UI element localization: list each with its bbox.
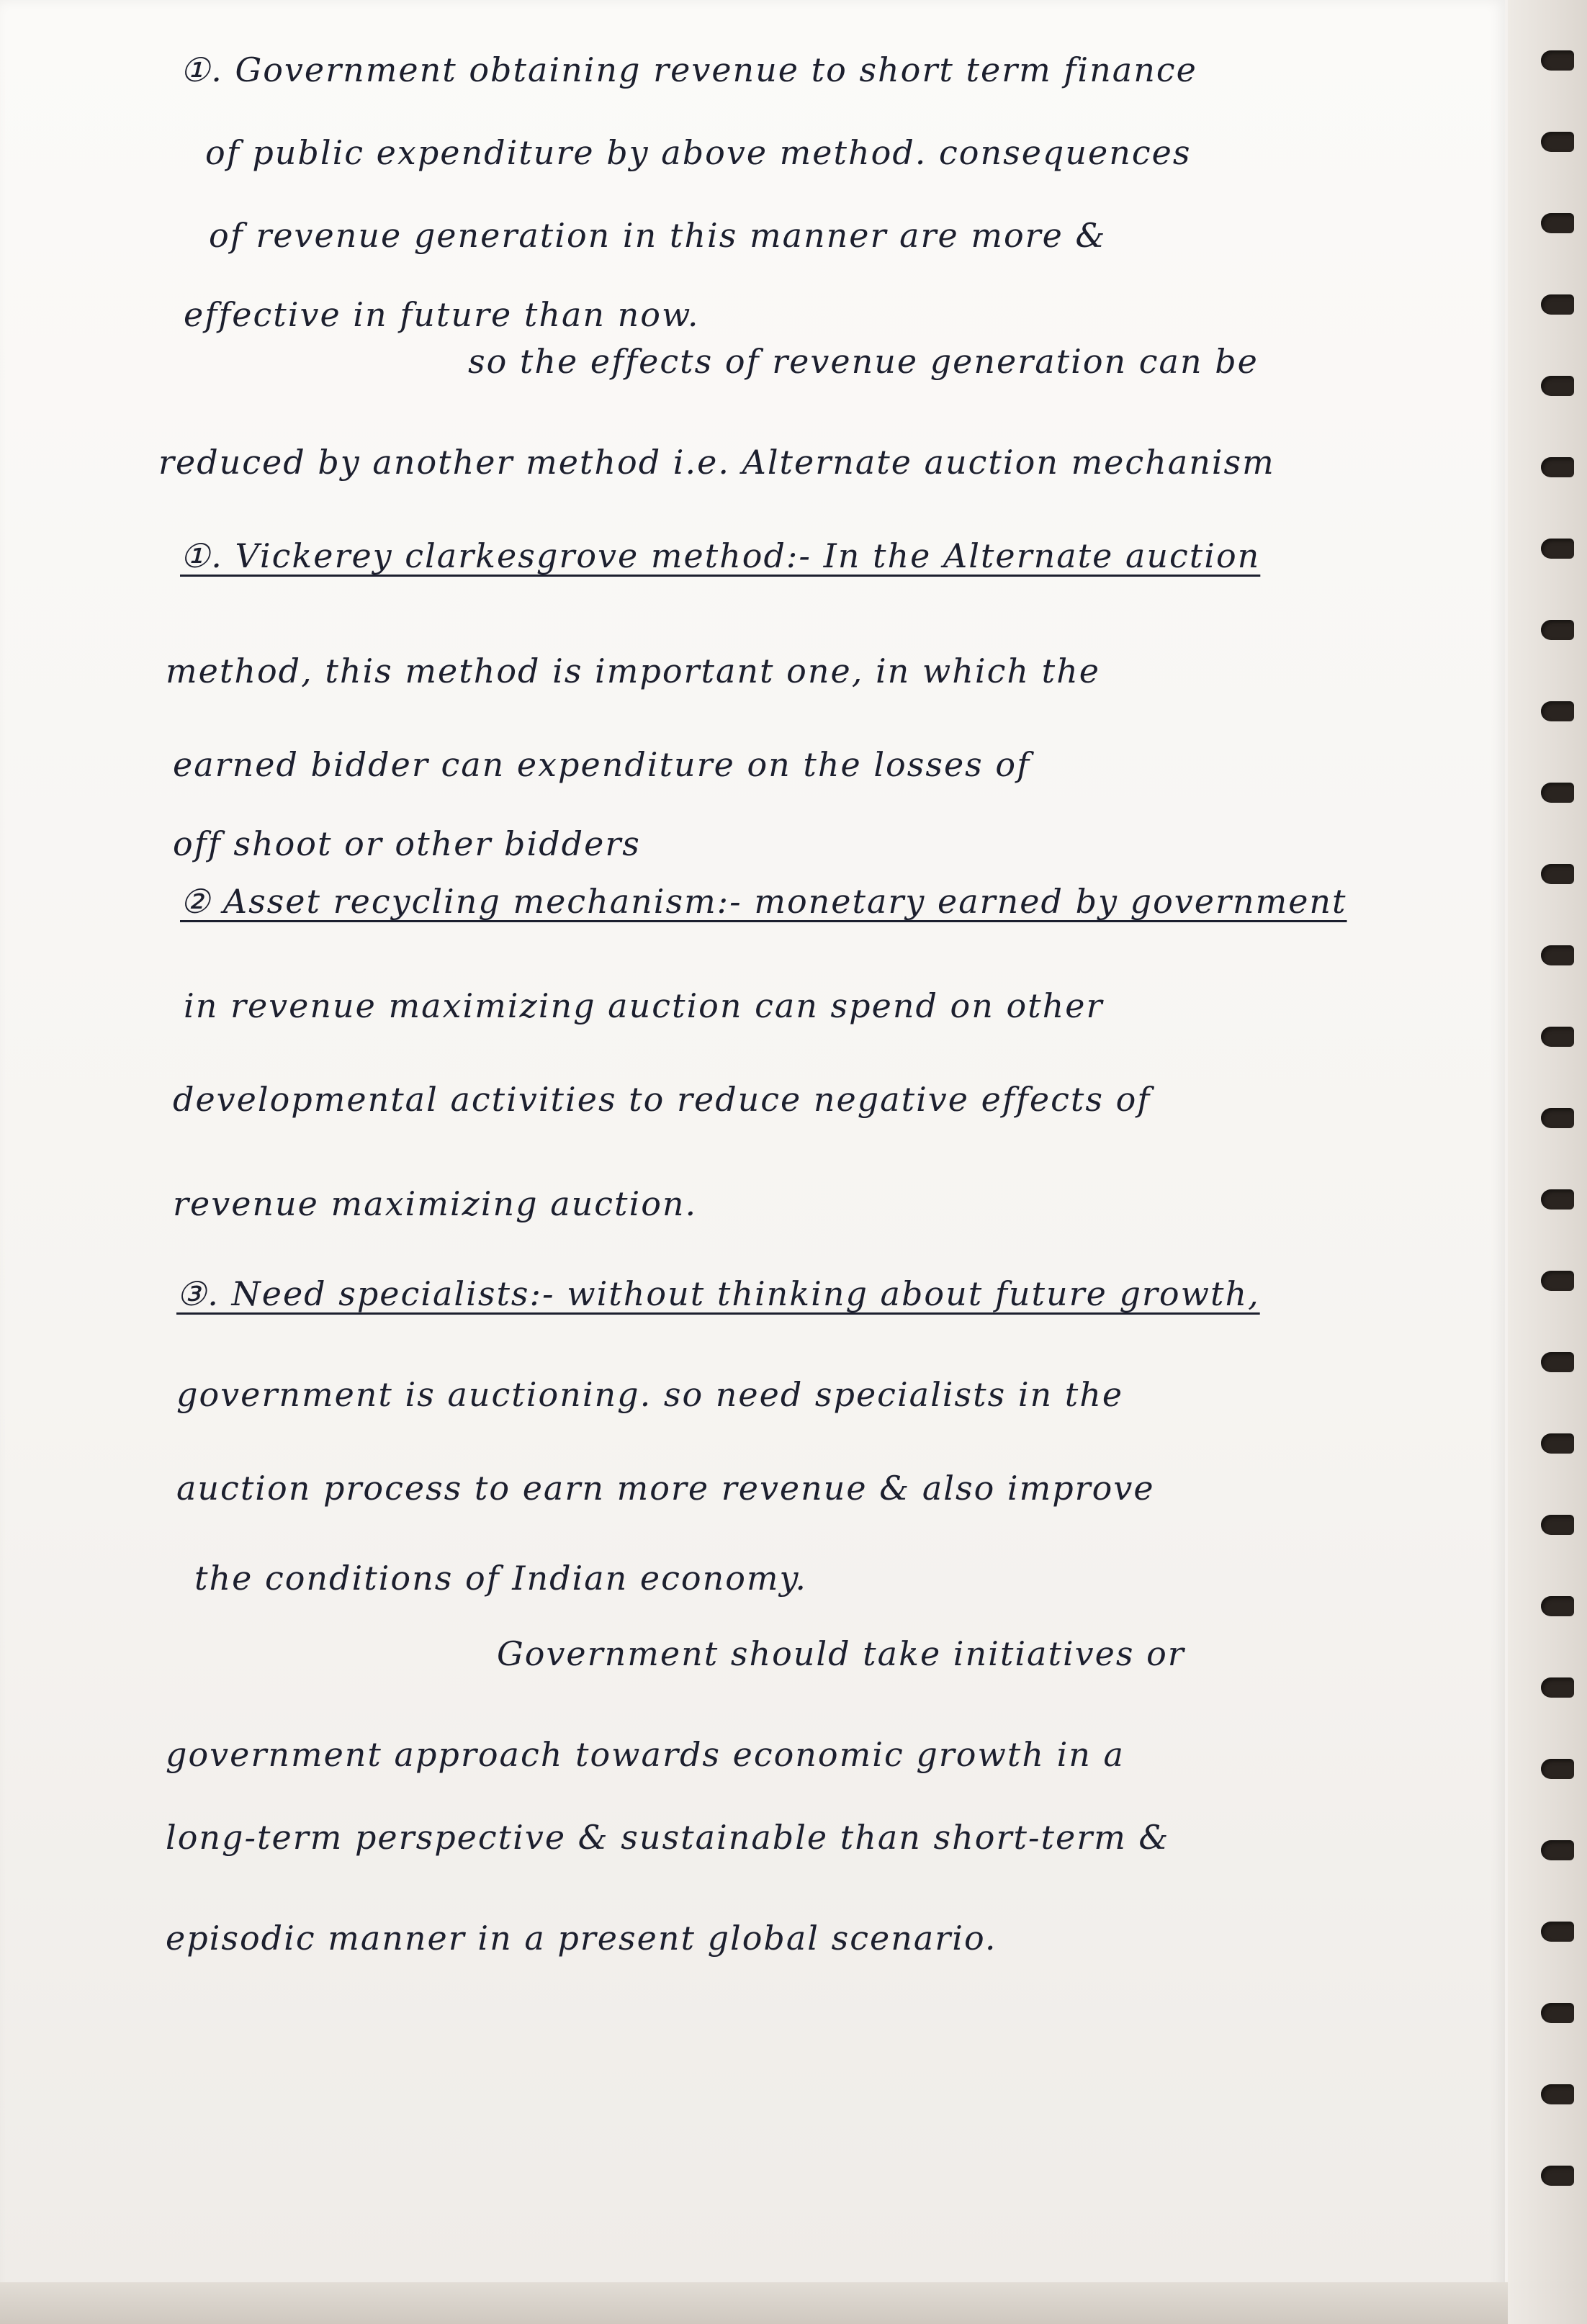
binding-hole <box>1541 783 1574 803</box>
binding-hole <box>1541 1759 1574 1779</box>
binding-hole <box>1541 376 1574 396</box>
text-line-20: government approach towards economic growth in a <box>166 1735 1125 1774</box>
text-line-17: auction process to earn more revenue & also improve <box>176 1469 1155 1508</box>
binding-hole <box>1541 213 1574 233</box>
text-line-11: ② Asset recycling mechanism:- monetary earned by government <box>180 882 1347 921</box>
text-line-6: reduced by another method i.e. Alternate auction mechanism <box>158 443 1275 482</box>
text-line-1: ①. Government obtaining revenue to short term finance <box>180 50 1197 89</box>
binding-hole <box>1541 1515 1574 1535</box>
text-line-21: long-term perspective & sustainable than short-term & <box>166 1818 1170 1857</box>
text-line-14: revenue maximizing auction. <box>173 1184 698 1223</box>
binding-hole <box>1541 1840 1574 1860</box>
binding-hole <box>1541 132 1574 152</box>
binding-hole <box>1541 539 1574 559</box>
text-line-15: ③. Need specialists:- without thinking about future growth, <box>176 1274 1260 1313</box>
binding-hole <box>1541 2084 1574 2104</box>
binding-hole <box>1541 2166 1574 2186</box>
binding-hole <box>1541 620 1574 640</box>
text-line-5: so the effects of revenue generation can be <box>468 342 1259 381</box>
binding-hole <box>1541 294 1574 315</box>
binding-hole <box>1541 864 1574 884</box>
text-line-13: developmental activities to reduce negative effects of <box>173 1080 1151 1119</box>
binding-hole <box>1541 701 1574 721</box>
text-line-9: earned bidder can expenditure on the losses of <box>173 745 1031 784</box>
text-line-18: the conditions of Indian economy. <box>194 1559 808 1598</box>
text-line-19: Government should take initiatives or <box>497 1634 1185 1673</box>
text-line-4: effective in future than now. <box>184 295 700 334</box>
spiral-binding <box>1508 0 1587 2324</box>
text-line-12: in revenue maximizing auction can spend on other <box>184 986 1104 1025</box>
text-line-10: off shoot or other bidders <box>173 824 641 863</box>
text-line-22: episodic manner in a present global scenario. <box>166 1919 997 1958</box>
text-line-16: government is auctioning. so need specialists in the <box>176 1375 1124 1414</box>
page-bottom-edge <box>0 2282 1587 2324</box>
binding-hole <box>1541 1433 1574 1454</box>
binding-hole <box>1541 1027 1574 1047</box>
binding-hole <box>1541 1189 1574 1210</box>
text-line-8: method, this method is important one, in which the <box>166 652 1100 690</box>
binding-hole <box>1541 1677 1574 1698</box>
binding-hole <box>1541 1108 1574 1128</box>
binding-hole <box>1541 1271 1574 1291</box>
binding-hole <box>1541 50 1574 71</box>
text-line-7: ①. Vickerey clarkesgrove method:- In the Alternate auction <box>180 536 1261 575</box>
text-line-3: of revenue generation in this manner are more & <box>209 216 1107 255</box>
binding-hole <box>1541 1922 1574 1942</box>
binding-hole <box>1541 457 1574 477</box>
text-line-2: of public expenditure by above method. consequences <box>205 133 1192 172</box>
binding-hole <box>1541 1596 1574 1616</box>
binding-hole <box>1541 2003 1574 2023</box>
binding-hole <box>1541 945 1574 965</box>
binding-hole <box>1541 1352 1574 1372</box>
